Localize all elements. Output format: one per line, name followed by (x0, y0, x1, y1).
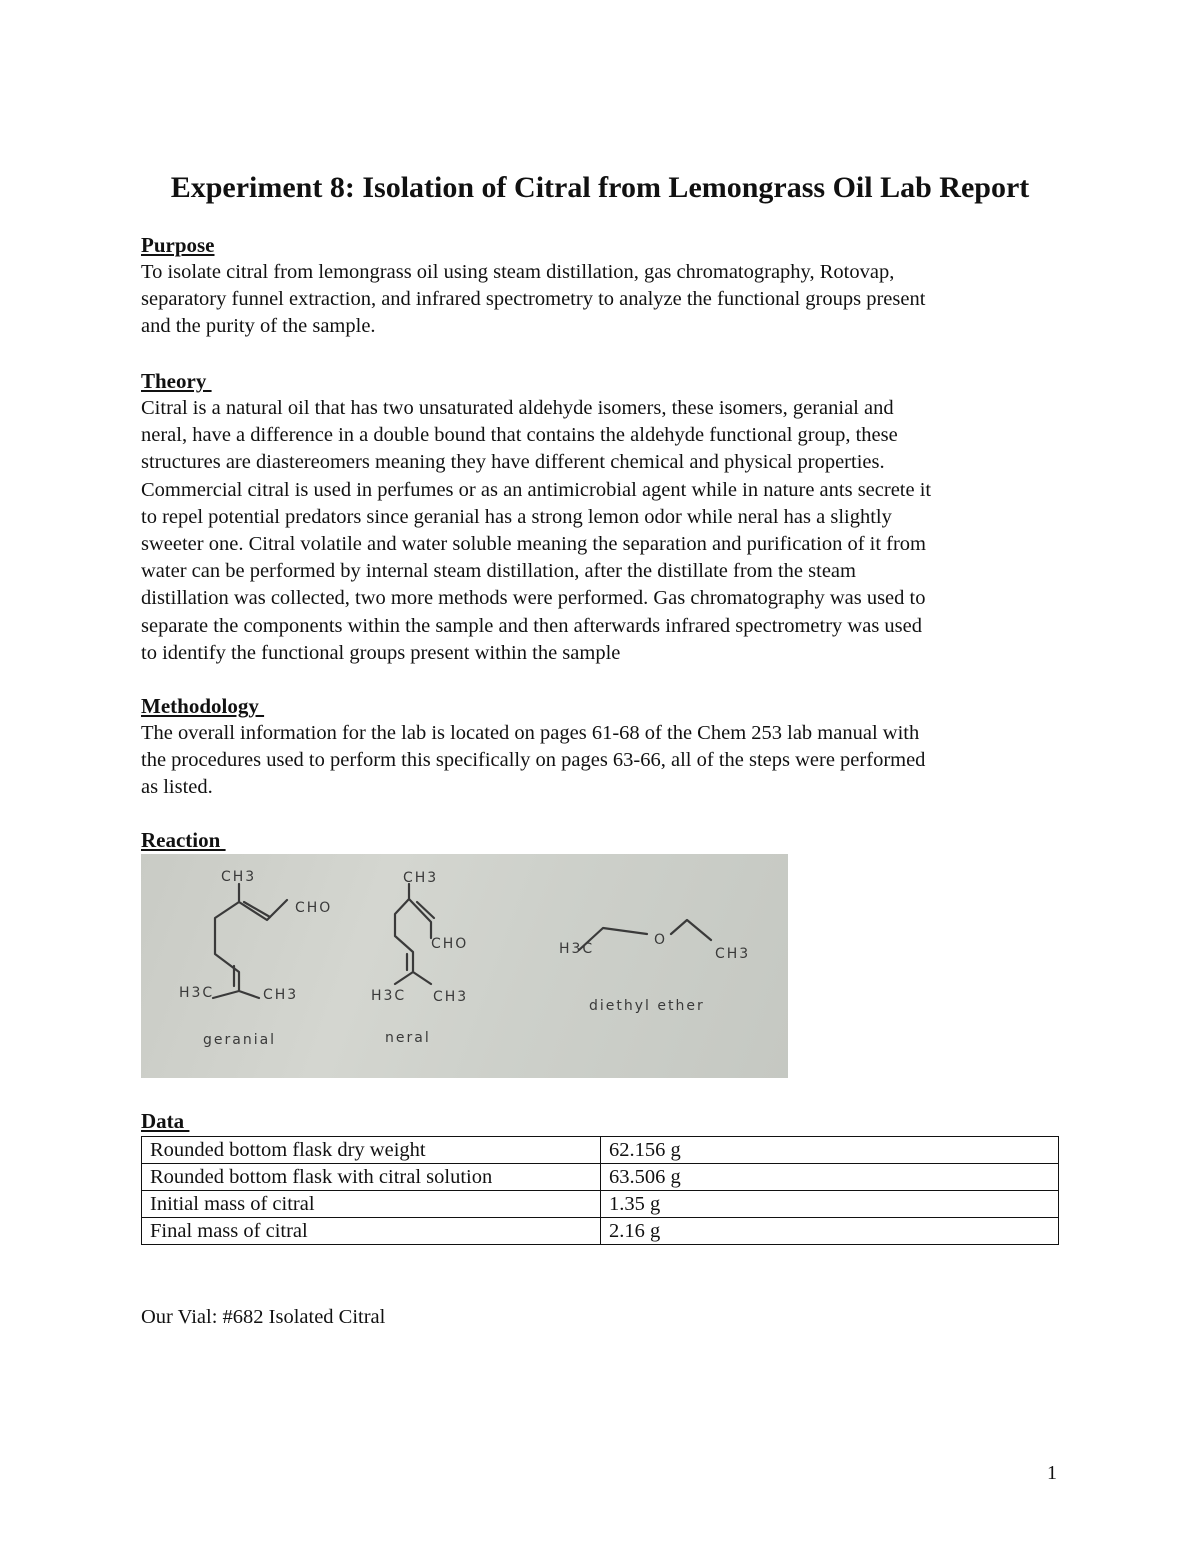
geranial-bond-lines (213, 884, 287, 998)
table-cell-label: Rounded bottom flask with citral solution (142, 1164, 601, 1191)
table-cell-label: Rounded bottom flask dry weight (142, 1137, 601, 1164)
purpose-text (141, 259, 1061, 341)
ether-ch3-label: CH3 (715, 946, 751, 962)
reaction-heading: Reaction (141, 828, 226, 852)
geranial-ch3-top-label: CH3 (221, 869, 257, 885)
methodology-text (141, 720, 1061, 802)
geranial-ch3-bottom-label: CH3 (263, 987, 299, 1003)
theory-line: to repel potential predators since geranial has a strong lemon odor while neral has a slightly (141, 505, 892, 528)
ether-name-label: diethyl ether (589, 998, 705, 1014)
theory-line: separate the components within the sample and then afterwards infrared spectrometry was used (141, 614, 923, 637)
theory-section (141, 368, 1061, 667)
purpose-heading: Purpose (141, 233, 215, 257)
table-row (142, 1137, 1059, 1164)
theory-line: sweeter one. Citral volatile and water soluble meaning the separation and purification of it from (141, 533, 927, 556)
neral-cho-label: CHO (431, 936, 469, 952)
theory-text (141, 395, 1061, 667)
geranial-name-label: geranial (203, 1032, 277, 1048)
table-cell-label: Final mass of citral (142, 1218, 601, 1245)
theory-line: to identify the functional groups present within the sample (141, 641, 621, 664)
purpose-line: To isolate citral from lemongrass oil using steam distillation, gas chromatography, Rotovap, (141, 261, 895, 283)
table-row (142, 1164, 1059, 1191)
theory-line: structures are diastereomers meaning they have different chemical and physical properties. (141, 451, 885, 474)
data-section (141, 1108, 1061, 1135)
ether-bond-lines (579, 920, 711, 950)
document-title: Experiment 8: Isolation of Citral from Lemongrass Oil Lab Report (170, 171, 1030, 204)
purpose-line: separatory funnel extraction, and infrared spectrometry to analyze the functional groups present (141, 288, 926, 311)
theory-line: distillation was collected, two more methods were performed. Gas chromatography was used to (141, 587, 926, 610)
neral-name-label: neral (385, 1030, 431, 1046)
reaction-section (141, 827, 1061, 854)
vial-note: Our Vial: #682 Isolated Citral (141, 1306, 386, 1328)
table-row (142, 1218, 1059, 1245)
data-table (141, 1136, 1059, 1245)
ether-oxygen-label: O (654, 932, 668, 948)
page-number: 1 (1047, 1462, 1057, 1484)
methodology-heading: Methodology (141, 694, 265, 718)
theory-line: Commercial citral is used in perfumes or as an antimicrobial agent while in nature ants secrete it (141, 478, 932, 501)
purpose-section (141, 232, 1061, 341)
theory-line: neral, have a difference in a double bound that contains the aldehyde functional group, these (141, 424, 898, 447)
reaction-structures-image (141, 854, 788, 1078)
table-row (142, 1191, 1059, 1218)
theory-line: water can be performed by internal steam distillation, after the distillate from the steam (141, 560, 856, 583)
methodology-line: as listed. (141, 776, 213, 799)
table-cell-value: 62.156 g (601, 1137, 1059, 1164)
methodology-line: The overall information for the lab is located on pages 61-68 of the Chem 253 lab manual with (141, 722, 920, 744)
ether-h3c-label: H3C (559, 941, 595, 957)
purpose-line: and the purity of the sample. (141, 315, 376, 338)
theory-line: Citral is a natural oil that has two unsaturated aldehyde isomers, these isomers, geranial and (141, 397, 894, 419)
neral-h3c-label: H3C (371, 988, 407, 1004)
geranial-cho-label: CHO (295, 900, 333, 916)
table-cell-value: 63.506 g (601, 1164, 1059, 1191)
table-cell-label: Initial mass of citral (142, 1191, 601, 1218)
methodology-section (141, 693, 1061, 802)
methodology-line: the procedures used to perform this specifically on pages 63-66, all of the steps were performed (141, 749, 926, 772)
table-cell-value: 2.16 g (601, 1218, 1059, 1245)
data-heading: Data (141, 1109, 190, 1133)
table-cell-value: 1.35 g (601, 1191, 1059, 1218)
hand-drawn-structures (141, 854, 788, 1078)
geranial-h3c-label: H3C (179, 985, 215, 1001)
neral-bond-lines (395, 884, 431, 984)
neral-ch3-top-label: CH3 (403, 870, 439, 886)
theory-heading: Theory (141, 369, 212, 393)
neral-ch3-bottom-label: CH3 (433, 989, 469, 1005)
